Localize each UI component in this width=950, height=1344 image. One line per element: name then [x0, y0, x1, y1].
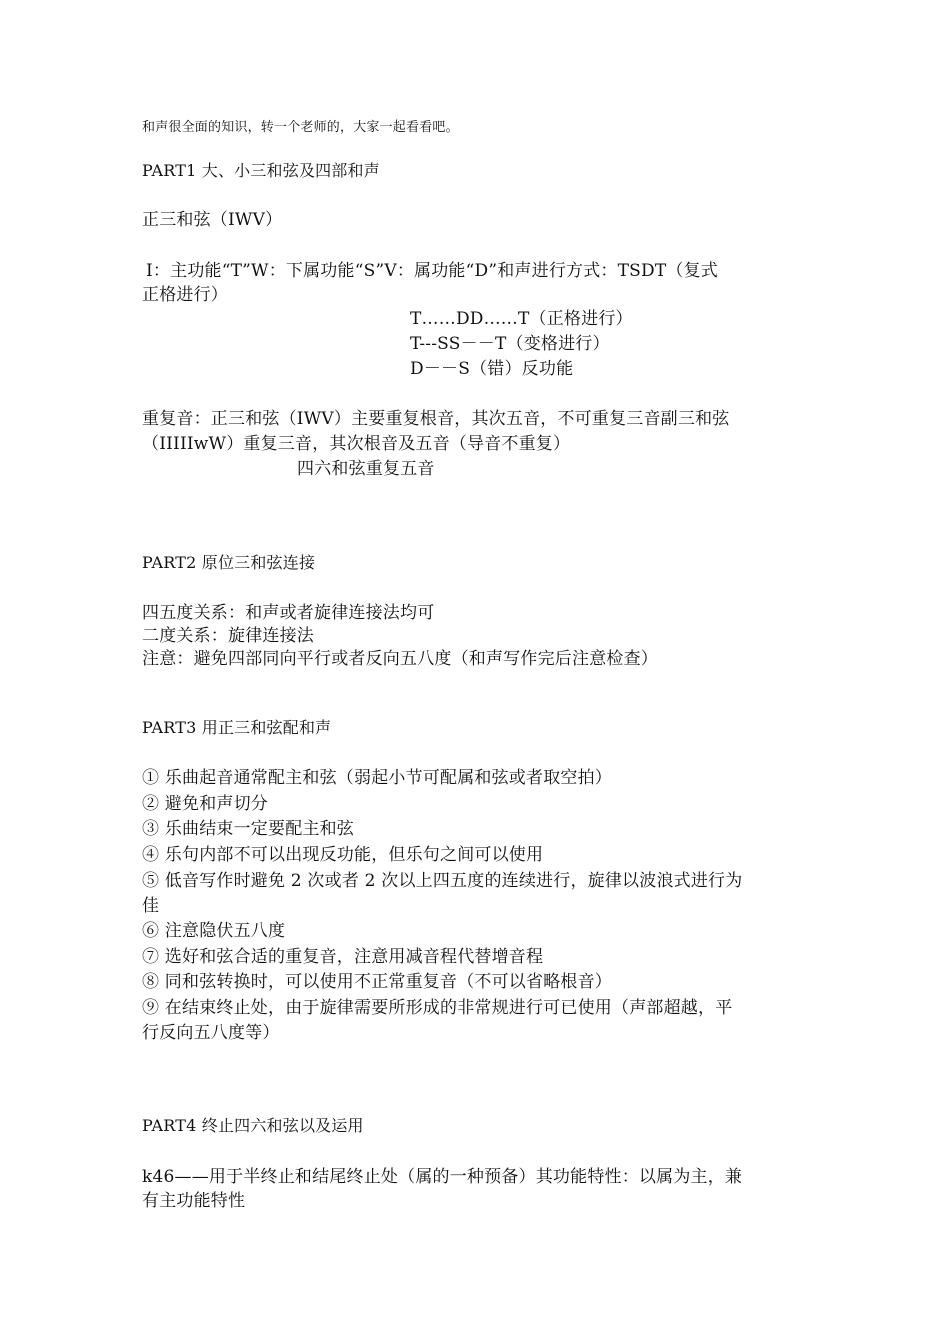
doubling-line-2: （IIIIIwW）重复三音，其次根音及五音（导音不重复） [142, 434, 571, 454]
part3-line: ⑤ 低音写作时避免 2 次或者 2 次以上四五度的连续进行，旋律以波浪式进行为 [142, 871, 743, 891]
progression-line-2: T---SS－－T（变格进行） [410, 334, 610, 354]
part3-line: ⑨ 在结束终止处，由于旋律需要所形成的非常规进行可已使用（声部超越，平 [142, 998, 733, 1018]
part1-subtitle: 正三和弦（IWV） [142, 210, 283, 230]
part3-line: ② 避免和声切分 [142, 794, 269, 814]
part3-line: 行反向五八度等） [142, 1023, 280, 1043]
part4-line: 有主功能特性 [142, 1191, 246, 1211]
part3-line: ① 乐曲起音通常配主和弦（弱起小节可配属和弦或者取空拍） [142, 768, 613, 788]
part2-line: 二度关系：旋律连接法 [142, 626, 314, 646]
doubling-line-1: 重复音：正三和弦（IWV）主要重复根音，其次五音，不可重复三音副三和弦 [142, 409, 730, 429]
part2-line: 四五度关系：和声或者旋律连接法均可 [142, 603, 435, 623]
progression-line-1: T……DD……T（正格进行） [410, 309, 633, 329]
part1-title: PART1 大、小三和弦及四部和声 [142, 161, 380, 180]
part4-line: k46——用于半终止和结尾终止处（属的一种预备）其功能特性：以属为主，兼 [142, 1167, 743, 1187]
part2-line: 注意：避免四部同向平行或者反向五八度（和声写作完后注意检查） [142, 649, 658, 669]
part3-line: ⑧ 同和弦转换时，可以使用不正常重复音（不可以省略根音） [142, 972, 613, 992]
part3-line: ③ 乐曲结束一定要配主和弦 [142, 819, 355, 839]
part3-line: 佳 [142, 896, 160, 916]
functions-line-1: I：主功能“T”W：下属功能“S”V：属功能“D”和声进行方式：TSDT（复式 [146, 261, 718, 281]
part3-line: ⑦ 选好和弦合适的重复音，注意用减音程代替增音程 [142, 947, 544, 967]
part3-line: ⑥ 注意隐伏五八度 [142, 921, 286, 941]
part2-title: PART2 原位三和弦连接 [142, 553, 316, 572]
part3-line: ④ 乐句内部不可以出现反功能，但乐句之间可以使用 [142, 845, 544, 865]
doubling-line-3: 四六和弦重复五音 [297, 459, 435, 479]
functions-line-2: 正格进行） [142, 285, 228, 305]
part3-title: PART3 用正三和弦配和声 [142, 718, 332, 737]
intro-text: 和声很全面的知识，转一个老师的，大家一起看看吧。 [142, 120, 459, 135]
part4-title: PART4 终止四六和弦以及运用 [142, 1116, 364, 1135]
progression-line-3: D－－S（错）反功能 [410, 359, 574, 379]
